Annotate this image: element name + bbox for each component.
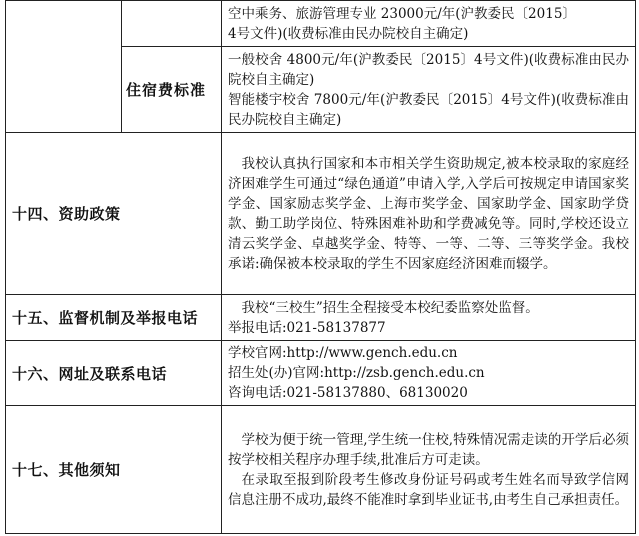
notes-label: 十七、其他须知 [6, 406, 222, 534]
contact-row [6, 341, 636, 406]
accommodation-cell [222, 47, 636, 133]
fee-label-cell [6, 1, 122, 133]
contact-cell [222, 341, 636, 406]
aid-policy-row [6, 133, 636, 295]
school-website: 学校官网:http://www.gench.edu.cn [228, 345, 458, 361]
airline-fee-line-2: 4号文件)(收费标准由民办院校自主确定) [228, 25, 469, 42]
notes-paragraph-1: 学校为便于统一管理,学生统一住校,特殊情况需走读的开学后必须按学校相关程序办理手续,批准后方可走读。 [228, 431, 629, 468]
airline-fee-cell [222, 1, 636, 47]
supervision-label: 十五、监督机制及举报电话 [6, 295, 222, 341]
smart-dorm-fee: 智能楼宇校舍 7800元/年(沪教委民〔2015〕4号文件)(收费标准由民办院校自主确定) [228, 91, 629, 128]
admissions-website: 招生处(办)官网:http://zsb.gench.edu.cn [228, 365, 485, 381]
supervision-line-1: 我校“三校生”招生全程接受本校纪委监察处监督。 [241, 299, 539, 316]
aid-policy-text: 我校认真执行国家和本市相关学生资助规定,被本校录取的家庭经济困难学生可通过“绿色通道”申请入学,入学后可按规定申请国家奖学金、国家励志奖学金、上海市奖学金、国家助学金、国家助学贷款、勤工助学岗位、特殊困难补助和学费减免等。同时,学校还设立清云奖学金、卓越奖学金、特等、一等、二等、三等奖学金。我校承诺:确保被本校录取的学生不因家庭经济困难而辍学。 [228, 155, 629, 272]
admission-info-table [5, 0, 636, 534]
accommodation-label: 住宿费标准 [122, 47, 222, 133]
notes-cell [222, 406, 636, 534]
general-dorm-fee: 一般校舍 4800元/年(沪教委民〔2015〕4号文件)(收费标准由民办院校自主确定) [228, 51, 629, 88]
report-phone: 举报电话:021-58137877 [228, 319, 386, 336]
airline-fee-line-1: 空中乘务、旅游管理专业 23000元/年(沪教委民〔2015〕 [228, 5, 576, 22]
consult-phone: 咨询电话:021-58137880、68130020 [228, 385, 468, 401]
supervision-row [6, 295, 636, 341]
airline-sublabel-cell [122, 1, 222, 47]
airline-fee-row [6, 1, 636, 47]
supervision-cell [222, 295, 636, 341]
notes-row [6, 406, 636, 534]
aid-policy-cell [222, 133, 636, 295]
aid-policy-label: 十四、资助政策 [6, 133, 222, 295]
notes-paragraph-2: 在录取至报到阶段考生修改身份证号码或考生姓名而导致学信网信息注册不成功,最终不能准时拿到毕业证书,由考生自己承担责任。 [228, 471, 629, 508]
contact-label: 十六、网址及联系电话 [6, 341, 222, 406]
